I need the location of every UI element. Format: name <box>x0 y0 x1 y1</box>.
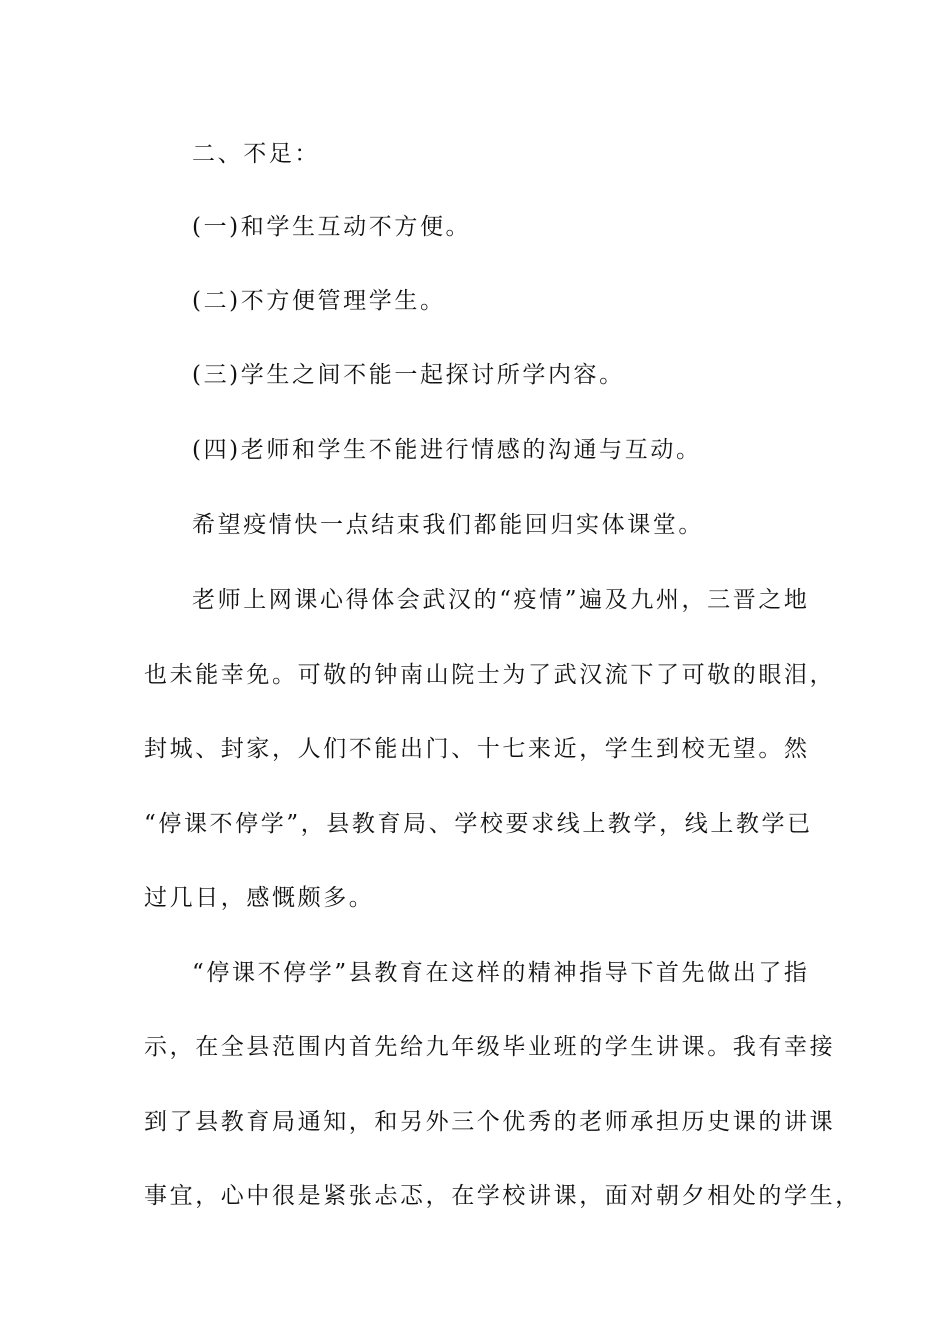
paragraph-line: “停课不停学”县教育在这样的精神指导下首先做出了指 <box>192 960 810 986</box>
paragraph-line: 老师上网课心得体会武汉的“疫情”遍及九州，三晋之地 <box>192 587 810 613</box>
section-heading: 二、不足： <box>192 141 320 167</box>
list-item: (四)老师和学生不能进行情感的沟通与互动。 <box>192 437 702 463</box>
paragraph-line: “停课不停学”，县教育局、学校要求线上教学，线上教学已 <box>144 811 813 837</box>
list-item: (三)学生之间不能一起探讨所学内容。 <box>192 362 625 388</box>
list-item: (一)和学生互动不方便。 <box>192 214 472 240</box>
paragraph-line: 示，在全县范围内首先给九年级毕业班的学生讲课。我有幸接 <box>144 1034 836 1060</box>
paragraph-line: 到了县教育局通知，和另外三个优秀的老师承担历史课的讲课 <box>144 1109 836 1135</box>
paragraph-line: 事宜，心中很是紧张忐忑，在学校讲课，面对朝夕相处的学生， <box>144 1183 861 1209</box>
list-item: (二)不方便管理学生。 <box>192 288 446 314</box>
paragraph-line: 希望疫情快一点结束我们都能回归实体课堂。 <box>192 512 704 538</box>
paragraph-line: 过几日，感慨颇多。 <box>144 885 375 911</box>
paragraph-line: 也未能幸免。可敬的钟南山院士为了武汉流下了可敬的眼泪， <box>144 662 836 688</box>
paragraph-line: 封城、封家，人们不能出门、十七来近，学生到校无望。然 <box>144 736 810 762</box>
